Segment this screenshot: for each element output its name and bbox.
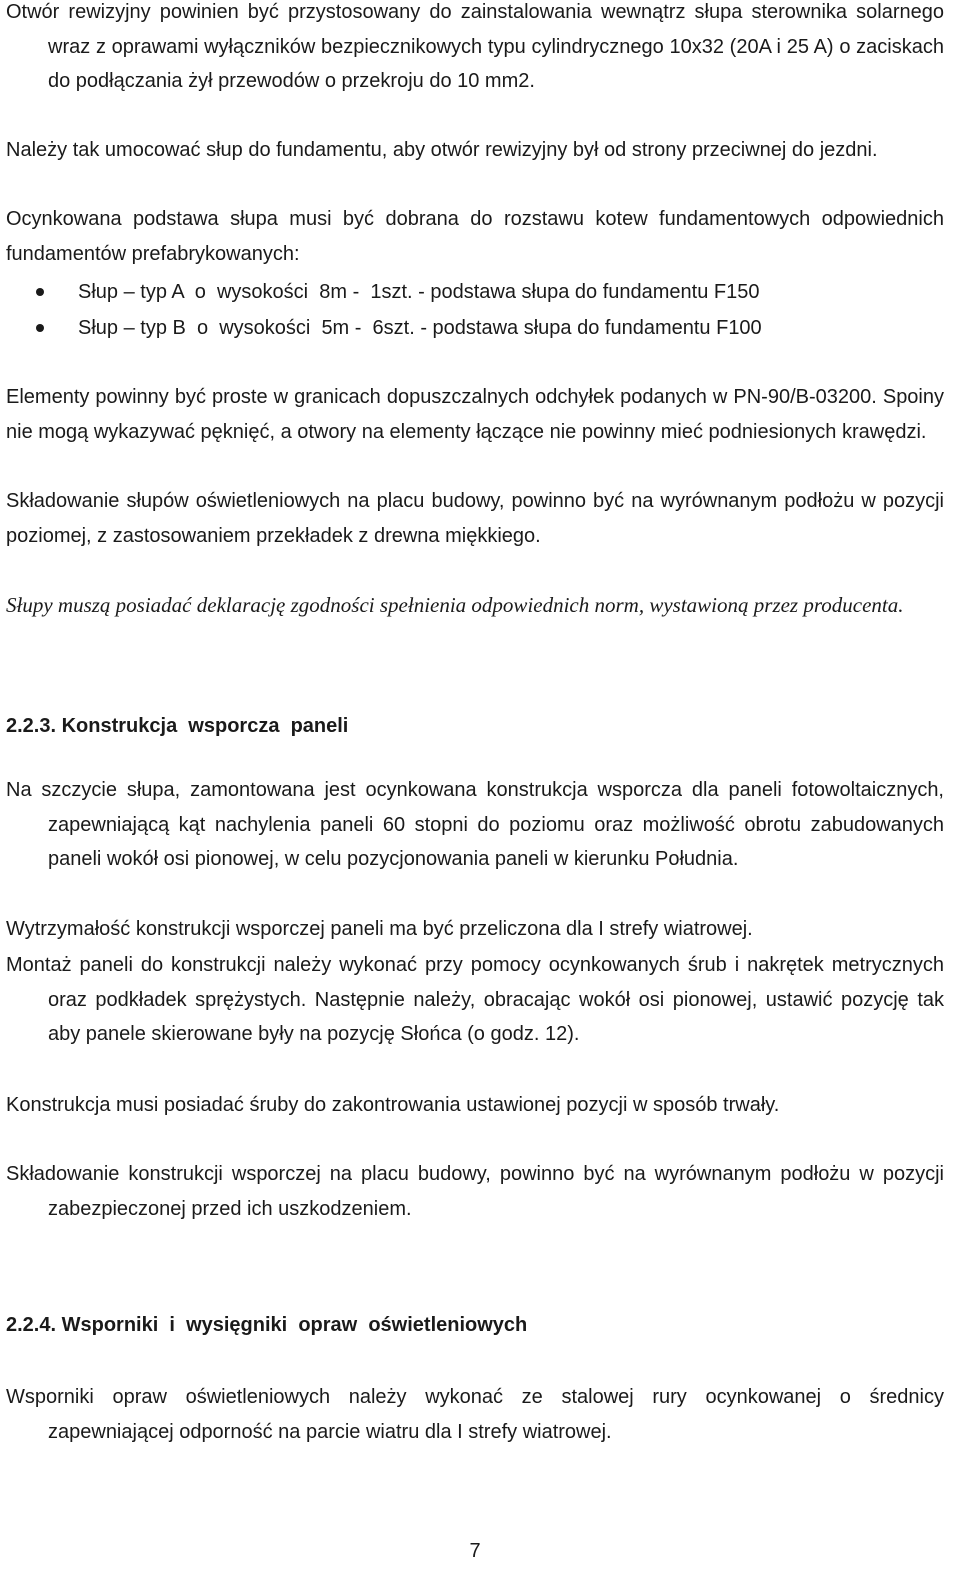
paragraph-structure-storage: Składowanie konstrukcji wsporczej na placu budowy, powinno być na wyrównanym podłożu w pozycji zabezpieczonej przed ich uszkodzeniem. bbox=[6, 1163, 944, 1220]
section-title: Wsporniki i wysięgniki opraw oświetleniowych bbox=[61, 1314, 528, 1336]
paragraph-pole-mounting: Należy tak umocować słup do fundamentu, aby otwór rewizyjny był od strony przeciwnej do jezdni. bbox=[6, 139, 878, 161]
paragraph-panel-mounting: Montaż paneli do konstrukcji należy wykonać przy pomocy ocynkowanych śrub i nakrętek metrycznych oraz podkładek sprężystych. Następnie należy, obracając wokół osi pionowej, ustawić pozycję tak aby panele skierowane były na pozycję Słońca (o godz. 12). bbox=[6, 954, 944, 1045]
list-item-text: Słup – typ A o wysokości 8m - 1szt. - podstawa słupa do fundamentu F150 bbox=[78, 281, 760, 303]
paragraph-pole-storage: Składowanie słupów oświetleniowych na placu budowy, powinno być na wyrównanym podłożu w pozycji poziomej, z zastosowaniem przekładek z drewna miękkiego. bbox=[6, 490, 944, 547]
bullet-icon bbox=[36, 324, 44, 332]
paragraph-wind-strength: Wytrzymałość konstrukcji wsporczej paneli ma być przeliczona dla I strefy wiatrowej. bbox=[6, 918, 753, 940]
paragraph-brackets: Wsporniki opraw oświetleniowych należy wykonać ze stalowej rury ocynkowanej o średnicy zapewniającej odporność na parcie wiatru dla I strefy wiatrowej. bbox=[6, 1386, 944, 1443]
page-number: 7 bbox=[469, 1540, 481, 1562]
bullet-icon bbox=[36, 288, 44, 296]
section-heading-2-2-3 bbox=[6, 715, 348, 738]
paragraph-pole-base: Ocynkowana podstawa słupa musi być dobrana do rozstawu kotew fundamentowych odpowiednich fundamentów prefabrykowanych: bbox=[6, 208, 944, 265]
section-heading-2-2-4 bbox=[6, 1314, 527, 1337]
section-title: Konstrukcja wsporcza paneli bbox=[61, 715, 349, 737]
list-item-text: Słup – typ B o wysokości 5m - 6szt. - podstawa słupa do fundamentu F100 bbox=[78, 317, 762, 339]
pole-type-list bbox=[36, 274, 762, 346]
paragraph-support-structure: Na szczycie słupa, zamontowana jest ocynkowana konstrukcja wsporcza dla paneli fotowoltaicznych, zapewniającą kąt nachylenia paneli 60 stopni do poziomu oraz możliwość obrotu zabudowanych paneli wokół osi pionowej, w celu pozycjonowania paneli w kierunku Południa. bbox=[6, 779, 944, 870]
section-number: 2.2.3. bbox=[6, 715, 57, 737]
document-page bbox=[6, 0, 944, 1596]
paragraph-elements-requirements: Elementy powinny być proste w granicach dopuszczalnych odchyłek podanych w PN-90/B-03200. Spoiny nie mogą wykazywać pęknięć, a otwory na elementy łączące nie powinny mieć podniesionych krawędzi. bbox=[6, 386, 944, 443]
paragraph-declaration: Słupy muszą posiadać deklarację zgodności spełnienia odpowiednich norm, wystawioną przez producenta. bbox=[6, 593, 904, 617]
list-item bbox=[36, 274, 762, 310]
paragraph-inspection-opening: Otwór rewizyjny powinien być przystosowany do zainstalowania wewnątrz słupa sterownika solarnego wraz z oprawami wyłączników bezpiecznikowych typu cylindrycznego 10x32 (20A i 25 A) o zaciskach do podłączania żył przewodów o przekroju do 10 mm2. bbox=[6, 1, 944, 92]
section-number: 2.2.4. bbox=[6, 1314, 57, 1336]
paragraph-bolts: Konstrukcja musi posiadać śruby do zakontrowania ustawionej pozycji w sposób trwały. bbox=[6, 1094, 780, 1116]
list-item bbox=[36, 310, 762, 346]
